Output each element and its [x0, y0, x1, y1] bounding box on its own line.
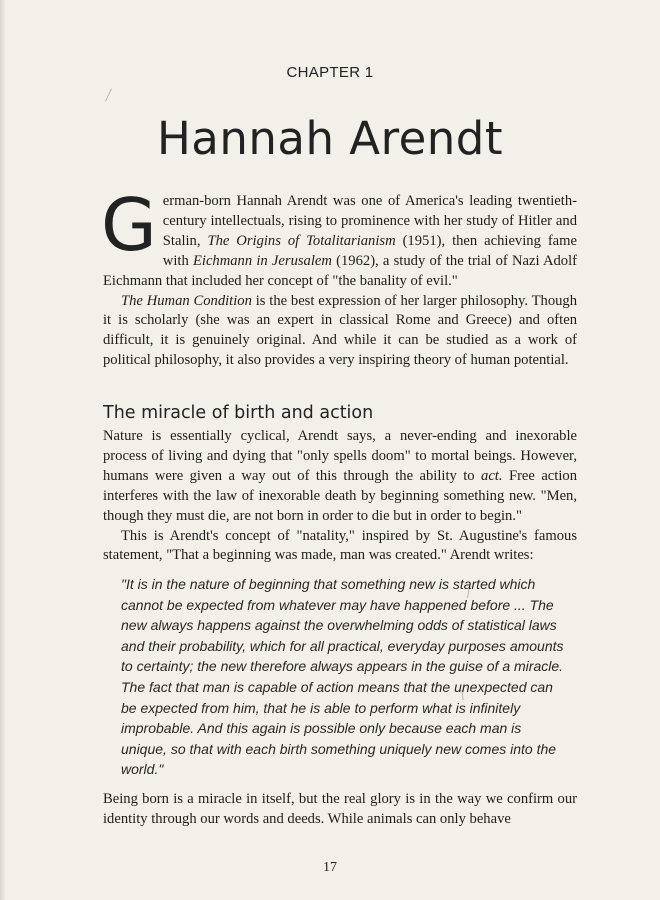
section-paragraph-3: Being born is a miracle in itself, but the real glory is in the way we confirm our identity through our words and deeds. While animals can only behave: [103, 791, 577, 827]
book-title-human-condition: The Human Condition: [121, 292, 252, 309]
closing-paragraph: [103, 790, 577, 830]
book-title-eichmann: Eichmann in Jerusalem: [192, 252, 332, 269]
section-heading: The miracle of birth and action: [103, 403, 374, 423]
section-paragraph-1: Nature is essentially cyclical, Arendt says, a never-ending and inexorable process of living and dying that "only spells doom" to mortal beings. However, humans were given a way out of this through the ability to act. Free action interferes with the law of inexorable death by beginning something new. "Men, though they must die, are not born in order to die but in order to begin.": [103, 428, 577, 524]
book-title-origins: The Origins of Totalitarianism: [207, 232, 396, 249]
chapter-label: CHAPTER 1: [286, 64, 374, 81]
section-body: [103, 427, 577, 566]
pencil-mark: [105, 88, 112, 101]
section-paragraph-2: This is Arendt's concept of "natality," inspired by St. Augustine's famous statement, "That a beginning was made, man was created." Arendt writes:: [103, 527, 577, 564]
drop-cap: G: [101, 183, 157, 267]
intro-paragraph-2: The Human Condition is the best expression of her larger philosophy. Though it is scholarly (she was an expert in classical Rome and Greece) and often difficult, it is genuinely original. And while it can be studied as a work of political philosophy, it also provides a very inspiring theory of human potential.: [103, 292, 578, 369]
intro-paragraph-1: German-born Hannah Arendt was one of America's leading twentieth-century intellectuals, rising to prominence with her study of Hitler and Stalin, The Origins of Totalitarianism (1951), then achieving fame with Eichmann in Jerusalem (1962), a study of the trial of Nazi Adolf Eichmann that included her concept of "the banality of evil.": [101, 183, 577, 289]
intro-section: [101, 183, 578, 371]
page-number: 17: [323, 860, 337, 875]
block-quote: "It is in the nature of beginning that something new is started which cannot be expected from whatever may have happened before ... The new always happens against the overwhelming odds of statistical laws and their probability, which for all practical, everyday purposes amounts to certainty; the new therefore always appears in the guise of a miracle. The fact that man is capable of action means that the unexpected can be expected from him, that he is able to perform what is infinitely improbable. And this again is possible only because each man is unique, so that with each birth something uniquely new comes into the world.": [121, 576, 564, 778]
emphasis-act: act.: [481, 467, 503, 484]
chapter-title: Hannah Arendt: [156, 112, 504, 165]
